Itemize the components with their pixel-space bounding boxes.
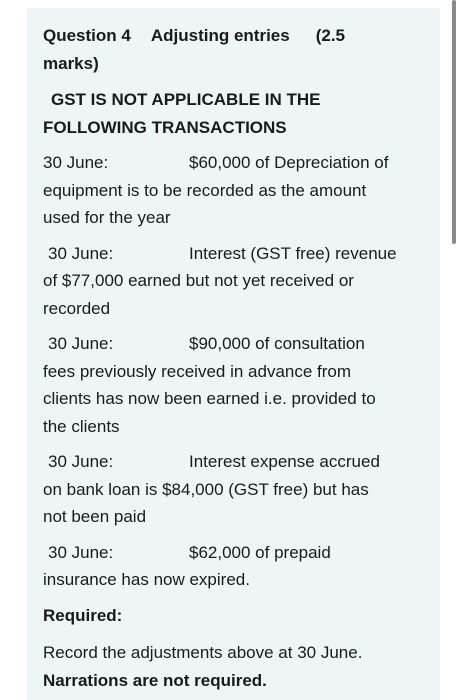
transaction-text: of $77,000 earned but not yet received or bbox=[43, 271, 354, 290]
transaction-text: clients has now been earned i.e. provided to bbox=[43, 389, 376, 408]
instruction-line2: Narrations are not required. bbox=[43, 670, 267, 690]
transaction-text: fees previously received in advance from bbox=[43, 361, 352, 381]
transaction-date: 30 June: bbox=[48, 334, 114, 353]
instruction bbox=[43, 639, 423, 694]
transaction-text: used for the year bbox=[43, 208, 171, 227]
gst-notice-line1: GST IS NOT APPLICABLE IN THE bbox=[51, 90, 321, 109]
question-number: Question 4 bbox=[43, 26, 131, 45]
transaction-date: 30 June: bbox=[43, 153, 109, 172]
scrollbar[interactable] bbox=[452, 0, 456, 244]
question-marks-close: marks) bbox=[43, 53, 99, 73]
transaction-text: $62,000 of prepaid bbox=[189, 542, 331, 562]
transaction-text: $60,000 of Depreciation of bbox=[189, 153, 389, 172]
transaction-1 bbox=[43, 149, 423, 232]
transaction-4 bbox=[43, 448, 423, 531]
transaction-2 bbox=[43, 240, 423, 323]
transaction-text: recorded bbox=[43, 298, 111, 318]
instruction-line1: Record the adjustments above at 30 June. bbox=[43, 643, 363, 662]
transaction-date: 30 June: bbox=[48, 452, 114, 471]
transaction-text: not been paid bbox=[43, 507, 147, 526]
transaction-date: 30 June: bbox=[48, 542, 114, 562]
transaction-text: insurance has now expired. bbox=[43, 570, 250, 589]
question-title: Adjusting entries bbox=[150, 26, 290, 45]
question-content bbox=[43, 22, 423, 694]
transaction-text: $90,000 of consultation bbox=[189, 334, 365, 353]
transaction-text: equipment is to be recorded as the amount bbox=[43, 180, 367, 200]
transaction-5 bbox=[43, 539, 423, 594]
required-label: Required: bbox=[43, 605, 123, 625]
question-heading bbox=[43, 22, 423, 77]
transaction-date: 30 June: bbox=[48, 243, 114, 263]
question-marks-open: (2.5 bbox=[315, 26, 346, 45]
gst-notice bbox=[43, 86, 423, 141]
transaction-text: Interest expense accrued bbox=[189, 452, 380, 471]
transaction-text: the clients bbox=[43, 416, 120, 436]
transaction-text: Interest (GST free) revenue bbox=[189, 243, 397, 263]
gst-notice-line2: FOLLOWING TRANSACTIONS bbox=[43, 117, 287, 137]
transaction-text: on bank loan is $84,000 (GST free) but has bbox=[43, 479, 369, 499]
required-heading bbox=[43, 602, 423, 630]
transaction-3 bbox=[43, 330, 423, 440]
